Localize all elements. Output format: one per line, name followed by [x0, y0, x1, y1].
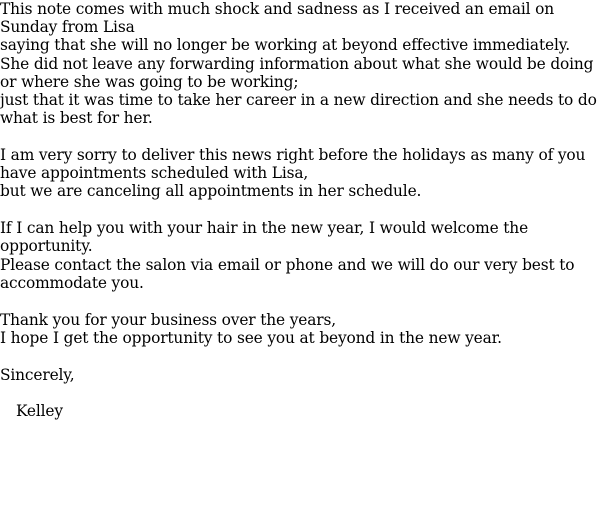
- paragraph-closing: [0, 366, 600, 384]
- paragraph-announcement: [0, 0, 600, 127]
- paragraph-apology: [0, 146, 600, 201]
- letter-line: saying that she will no longer be working at beyond effective immediately.: [0, 36, 570, 55]
- letter-line: I hope I get the opportunity to see you at beyond in the new year.: [0, 328, 502, 347]
- letter-line: I am very sorry to deliver this news right before the holidays as many of you have appointments scheduled with Lisa,: [0, 146, 586, 183]
- signature: Kelley: [16, 402, 63, 421]
- letter-line: just that it was time to take her career in a new direction and she needs to do what is best for her.: [0, 91, 597, 128]
- letter-line: This note comes with much shock and sadness as I received an email on Sunday from Lisa: [0, 0, 555, 37]
- closing-salutation: Sincerely,: [0, 365, 75, 384]
- paragraph-thanks: [0, 311, 600, 347]
- letter-line: If I can help you with your hair in the new year, I would welcome the opportunity.: [0, 219, 529, 256]
- letter-line: She did not leave any forwarding information about what she would be doing or where she was going to be working;: [0, 54, 594, 91]
- letter-line: but we are canceling all appointments in her schedule.: [0, 182, 422, 201]
- letter-line: Please contact the salon via email or phone and we will do our very best to accommodate you.: [0, 255, 575, 292]
- letter-line: Thank you for your business over the years,: [0, 310, 336, 329]
- paragraph-offer: [0, 219, 600, 292]
